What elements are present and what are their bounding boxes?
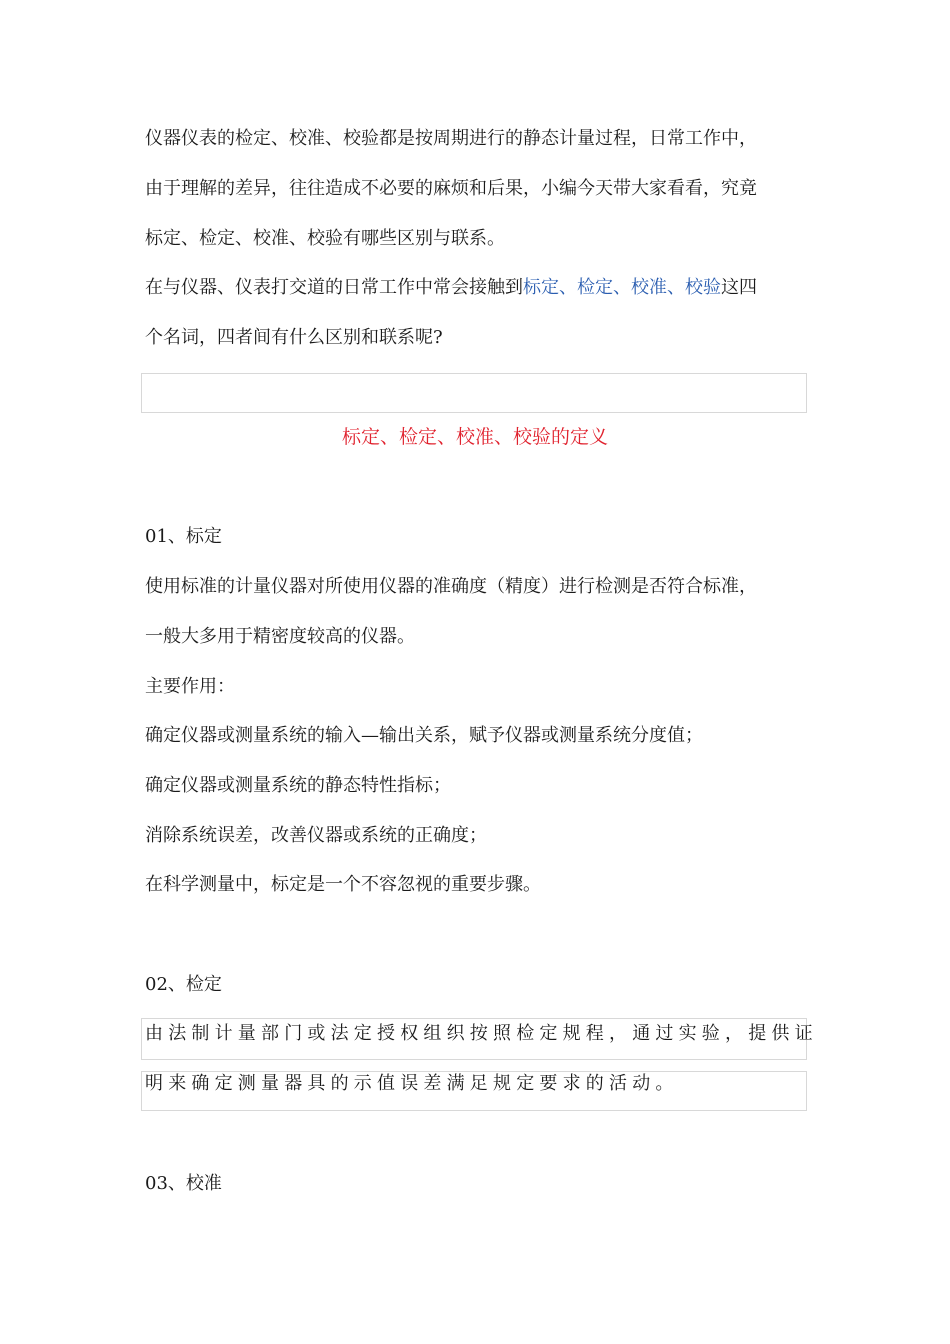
intro-question-text: 在与仪器、仪表打交道的日常工作中常会接触到 <box>145 277 523 298</box>
section-01-item-2: 确定仪器或测量系统的静态特性指标； <box>145 775 451 796</box>
section-01-item-4: 在科学测量中，标定是一个不容忽视的重要步骤。 <box>145 874 541 895</box>
intro-line-2: 由于理解的差异，往往造成不必要的麻烦和后果，小编今天带大家看看，究竟 <box>145 178 757 199</box>
intro-question-line-2: 个名词，四者间有什么区别和联系呢? <box>145 327 443 348</box>
section-02-line-2: 明来确定测量器具的示值误差满足规定要求的活动。 <box>145 1073 679 1094</box>
intro-question-tail: 这四 <box>721 277 757 298</box>
section-03-heading: 03、校准 <box>145 1173 222 1194</box>
section-02-line-1: 由法制计量部门或法定授权组织按照检定规程，通过实验，提供证 <box>145 1023 818 1044</box>
empty-frame <box>141 373 807 413</box>
section-01-heading: 01、标定 <box>145 526 222 547</box>
terms-link[interactable]: 标定、检定、校准、校验 <box>523 277 721 298</box>
intro-line-3: 标定、检定、校准、校验有哪些区别与联系。 <box>145 228 505 249</box>
intro-line-1: 仪器仪表的检定、校准、校验都是按周期进行的静态计量过程，日常工作中， <box>145 128 757 149</box>
section-title: 标定、检定、校准、校验的定义 <box>341 426 608 448</box>
section-01-line-2: 一般大多用于精密度较高的仪器。 <box>145 626 415 647</box>
intro-question-line-1 <box>145 276 757 300</box>
section-01-item-1: 确定仪器或测量系统的输入—输出关系，赋予仪器或测量系统分度值； <box>145 725 703 746</box>
section-01-role-label: 主要作用： <box>145 676 235 697</box>
section-01-item-3: 消除系统误差，改善仪器或系统的正确度； <box>145 825 487 846</box>
section-01-line-1: 使用标准的计量仪器对所使用仪器的准确度（精度）进行检测是否符合标准， <box>145 576 757 597</box>
section-02-heading: 02、检定 <box>145 974 222 995</box>
